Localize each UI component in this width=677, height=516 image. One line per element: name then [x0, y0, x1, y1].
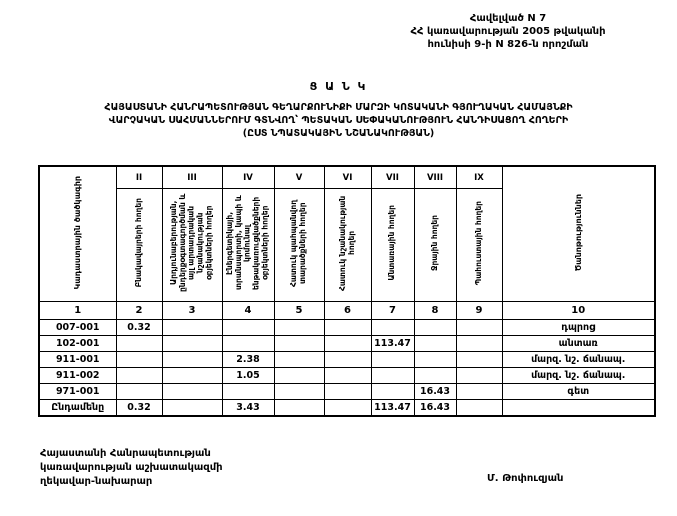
cell-value	[116, 384, 162, 400]
cell-note: գետ	[502, 384, 655, 400]
column-number: 8	[414, 302, 456, 320]
cell-total-value	[162, 400, 222, 417]
table-row	[39, 368, 655, 384]
cell-value	[222, 336, 274, 352]
column-number: 4	[222, 302, 274, 320]
cell-value	[274, 368, 324, 384]
column-number: 1	[39, 302, 116, 320]
cell-total-value: 113.47	[371, 400, 414, 417]
col-header-protected-areas-lands: Հատուկ պահպանվող տարածքների հողեր	[274, 189, 324, 302]
table-row	[39, 336, 655, 352]
roman-numeral-ix: IX	[456, 166, 502, 189]
roman-numeral-ii: II	[116, 166, 162, 189]
cell-value	[162, 384, 222, 400]
cell-value	[371, 320, 414, 336]
total-label: Ընդամենը	[39, 400, 116, 417]
column-number-row	[39, 302, 655, 320]
cell-value	[222, 320, 274, 336]
cell-value	[371, 384, 414, 400]
col-header-industrial-lands: Արդյունաբերության, ընդերքօգտագործման և այլ արտադրական նշանակության օբյեկտների հողեր	[162, 189, 222, 302]
cell-value: 1.05	[222, 368, 274, 384]
cell-value	[414, 352, 456, 368]
notes-label: Ծանոթություններ	[573, 193, 583, 272]
column-number: 5	[274, 302, 324, 320]
cell-value	[162, 352, 222, 368]
cell-value	[274, 336, 324, 352]
cell-value	[371, 368, 414, 384]
page-title: Ց Ա Ն Կ	[309, 80, 368, 93]
table-row-total	[39, 400, 655, 417]
cell-value	[371, 352, 414, 368]
cell-total-value: 3.43	[222, 400, 274, 417]
cell-value: 113.47	[371, 336, 414, 352]
cell-total-value	[324, 400, 371, 417]
cell-value	[274, 352, 324, 368]
column-number: 6	[324, 302, 371, 320]
column-number: 2	[116, 302, 162, 320]
cell-value	[116, 352, 162, 368]
cadastral-code-label: Կադաստրային ծածկագիր	[73, 175, 83, 290]
cell-total-value	[274, 400, 324, 417]
col-header-energy-transport-lands: Էներգետիկայի, տրանսպորտի, կապի և կոմունալ ենթակառուցվածքների օբյեկտների հողեր	[222, 189, 274, 302]
col-header-special-purpose-lands: Հատուկ նշանակության հողեր	[324, 189, 371, 302]
cell-value	[456, 384, 502, 400]
cell-value	[324, 352, 371, 368]
roman-numeral-v: V	[274, 166, 324, 189]
cell-value	[274, 320, 324, 336]
roman-numeral-iv: IV	[222, 166, 274, 189]
signature-block	[40, 447, 223, 488]
cell-value	[324, 368, 371, 384]
cell-value	[414, 336, 456, 352]
column-number: 9	[456, 302, 502, 320]
state-lands-table	[38, 165, 656, 417]
roman-numeral-vii: VII	[371, 166, 414, 189]
cell-cadastral-code: 911-002	[39, 368, 116, 384]
cell-note: մարզ. նշ. ճանապ.	[502, 368, 655, 384]
roman-numeral-viii: VIII	[414, 166, 456, 189]
cell-value	[162, 368, 222, 384]
cell-note: անտառ	[502, 336, 655, 352]
cell-value	[456, 320, 502, 336]
table-row	[39, 384, 655, 400]
col-header-cadastral-code	[39, 166, 116, 302]
cell-value	[324, 320, 371, 336]
cell-value	[324, 384, 371, 400]
cell-total-value	[456, 400, 502, 417]
subtitle-line-2: ՎԱՐՉԱԿԱՆ ՍԱՀՄԱՆՆԵՐՈՒՄ ԳՏՆՎՈՂ՝ ՊԵՏԱԿԱՆ ՍԵՓԱԿԱՆՈՒԹՅՈՒՆ ՀԱՆԴԻՍԱՑՈՂ ՀՈՂԵՐԻ	[108, 115, 569, 127]
cell-value	[414, 368, 456, 384]
cell-value	[222, 384, 274, 400]
cell-cadastral-code: 102-001	[39, 336, 116, 352]
annex-line-1: Հավելված N 7	[469, 13, 547, 24]
cell-value: 2.38	[222, 352, 274, 368]
roman-numeral-vi: VI	[324, 166, 371, 189]
cell-value	[116, 336, 162, 352]
subtitle-line-1: ՀԱՅԱՍՏԱՆԻ ՀԱՆՐԱՊԵՏՈՒԹՅԱՆ ԳԵՂԱՐՔՈՒՆԻՔԻ ՄԱՐԶԻ ԿՈՏԱԿԱՆԻ ԳՅՈՒՂԱԿԱՆ ՀԱՄԱՅՆՔԻ	[104, 102, 573, 113]
signature-line-2: կառավարության աշխատակազմի	[40, 461, 223, 473]
cell-value	[274, 384, 324, 400]
cell-value	[162, 320, 222, 336]
cell-total-value: 16.43	[414, 400, 456, 417]
signatory-name: Մ. Թոփուզյան	[487, 473, 564, 484]
column-number: 3	[162, 302, 222, 320]
cell-value	[456, 352, 502, 368]
roman-numeral-iii: III	[162, 166, 222, 189]
annex-line-3: հունիսի 9-ի N 826-ն որոշման	[427, 39, 589, 51]
annex-reference	[352, 12, 664, 52]
cell-value: 0.32	[116, 320, 162, 336]
cell-cadastral-code: 007-001	[39, 320, 116, 336]
col-header-notes	[502, 166, 655, 302]
col-header-water-lands: Ջրային հողեր	[414, 189, 456, 302]
cell-value	[456, 368, 502, 384]
cell-value	[324, 336, 371, 352]
cell-note: մարզ. նշ. ճանապ.	[502, 352, 655, 368]
col-header-forest-lands: Անտառային հողեր	[371, 189, 414, 302]
subtitle-line-3: (ԸՍՏ ՆՊԱՏԱԿԱՅԻՆ ՆՇԱՆԱԿՈՒԹՅԱՆ)	[242, 128, 435, 140]
cell-cadastral-code: 911-001	[39, 352, 116, 368]
col-header-residential-lands: Բնակավայրերի հողեր	[116, 189, 162, 302]
cell-value	[116, 368, 162, 384]
cell-value	[414, 320, 456, 336]
cell-total-value: 0.32	[116, 400, 162, 417]
signature-line-3: ղեկավար-նախարար	[40, 475, 153, 487]
table-row	[39, 352, 655, 368]
col-header-reserve-lands: Պահուստային հողեր	[456, 189, 502, 302]
cell-value	[162, 336, 222, 352]
cell-note: դպրոց	[502, 320, 655, 336]
page-subtitle	[0, 101, 677, 140]
table-row	[39, 320, 655, 336]
cell-note	[502, 400, 655, 417]
cell-value: 16.43	[414, 384, 456, 400]
signature-line-1: Հայաստանի Հանրապետության	[40, 448, 211, 459]
column-number: 7	[371, 302, 414, 320]
column-number: 10	[502, 302, 655, 320]
annex-line-2: ՀՀ կառավարության 2005 թվականի	[410, 26, 606, 38]
cell-value	[456, 336, 502, 352]
cell-cadastral-code: 971-001	[39, 384, 116, 400]
roman-numeral-row	[39, 166, 655, 189]
